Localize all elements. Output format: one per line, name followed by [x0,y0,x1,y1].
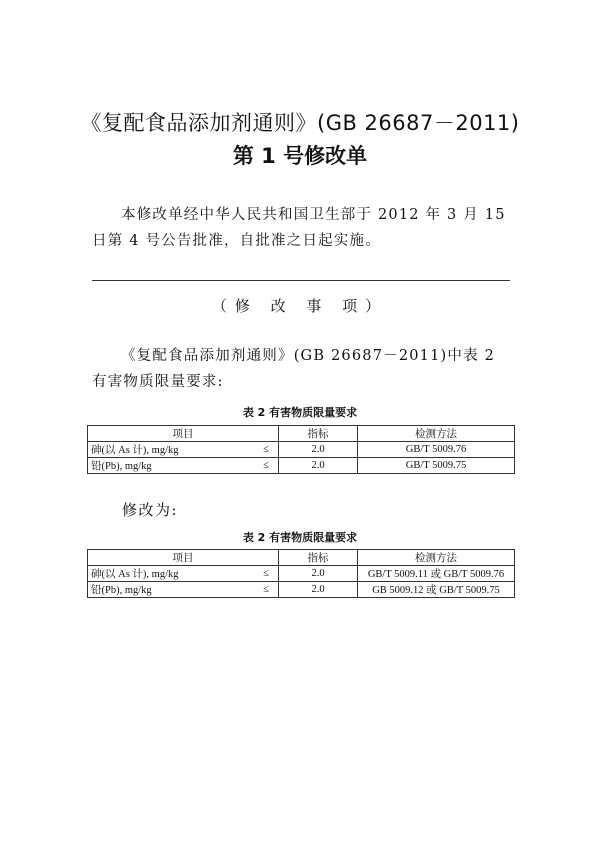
row-symbol: ≤ [254,442,279,458]
row-symbol: ≤ [254,566,279,582]
header-method: 检测方法 [358,426,515,442]
header-item: 项目 [88,426,279,442]
table-row [88,582,515,598]
row-method: GB/T 5009.11 或 GB/T 5009.76 [358,566,515,582]
document-title: 《复配食品添加剂通则》(GB 26687－2011) [80,111,520,135]
table-row [88,566,515,582]
row-symbol: ≤ [254,582,279,598]
table-original [87,425,515,474]
document-subtitle: 第 1 号修改单 [232,144,368,168]
modified-label: 修改为: [122,501,179,519]
table-revised-caption: 表 2 有害物质限量要求 [242,531,358,544]
header-limit: 指标 [279,550,358,566]
row-limit: 2.0 [279,566,358,582]
row-item: 砷(以 As 计), mg/kg [88,566,255,582]
row-item: 砷(以 As 计), mg/kg [88,442,255,458]
table-revised [87,549,515,598]
header-item: 项目 [88,550,279,566]
header-method: 检测方法 [358,550,515,566]
table-header-row [88,426,515,442]
table-row [88,442,515,458]
row-method: GB/T 5009.75 [358,458,515,474]
row-item: 铅(Pb), mg/kg [88,582,255,598]
row-method: GB/T 5009.76 [358,442,515,458]
row-limit: 2.0 [279,442,358,458]
row-limit: 2.0 [279,458,358,474]
intro-paragraph: 本修改单经中华人民共和国卫生部于 2012 年 3 月 15 日第 4 号公告批准，自批准之日起实施。 [92,207,506,249]
row-symbol: ≤ [254,458,279,474]
row-limit: 2.0 [279,582,358,598]
row-item: 铅(Pb), mg/kg [88,458,255,474]
section-heading: （修 改 事 项） [211,297,389,315]
table-original-caption: 表 2 有害物质限量要求 [242,406,358,419]
change-intro-paragraph: 《复配食品添加剂通则》(GB 26687－2011)中表 2 有害物质限量要求: [92,348,496,390]
table-row [88,458,515,474]
row-method: GB 5009.12 或 GB/T 5009.75 [358,582,515,598]
table-header-row [88,550,515,566]
header-limit: 指标 [279,426,358,442]
divider-line [92,280,510,281]
